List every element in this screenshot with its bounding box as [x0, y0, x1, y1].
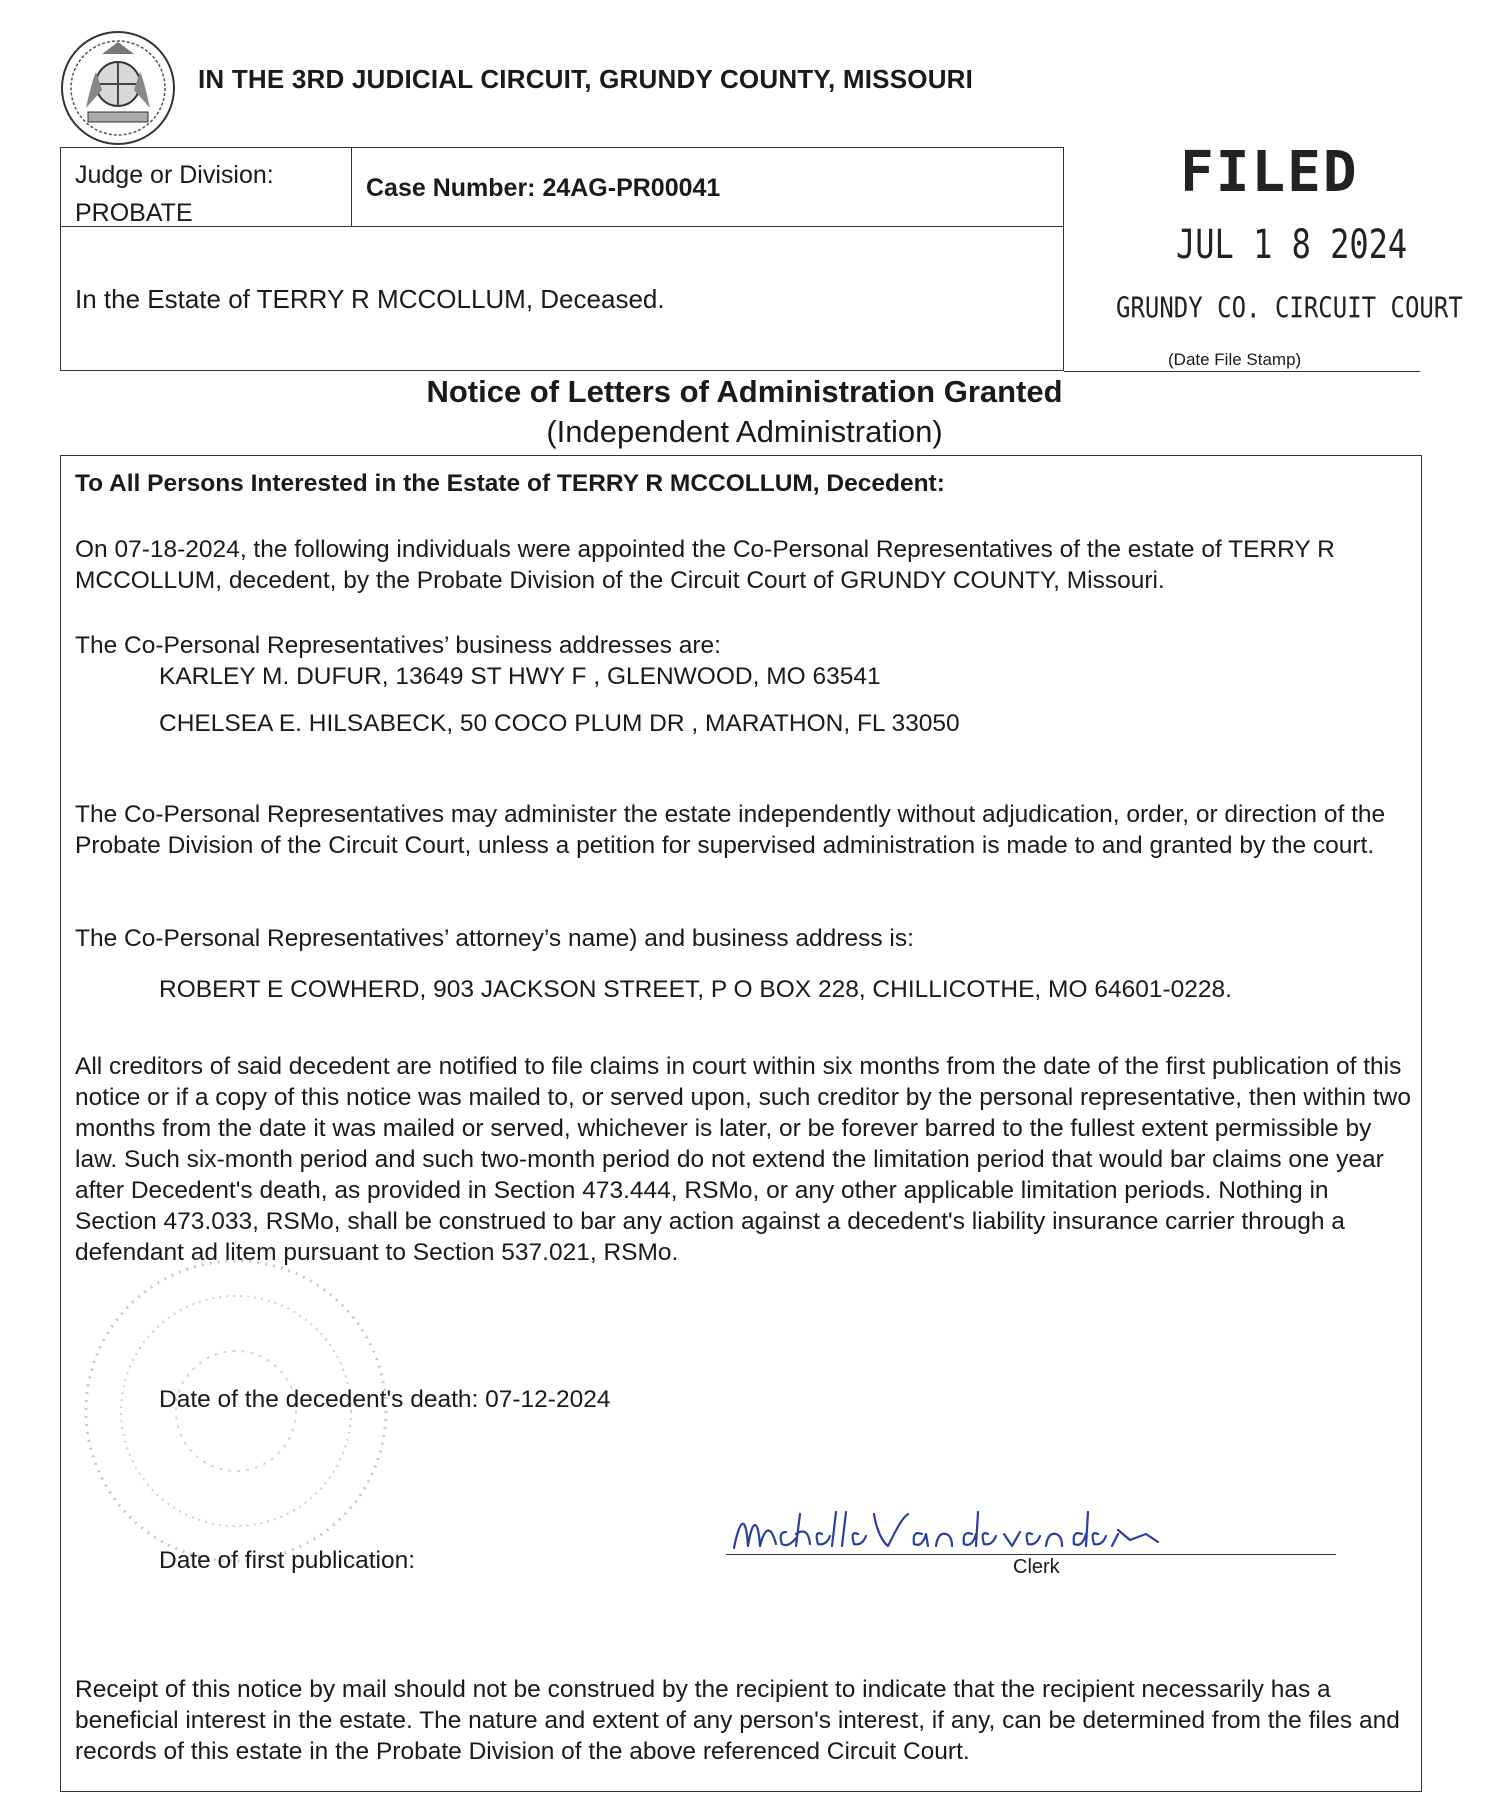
- missouri-state-seal-icon: [58, 28, 178, 148]
- division-value: PROBATE: [75, 199, 193, 227]
- first-publication-label: Date of first publication:: [159, 1547, 416, 1574]
- attorney-address: ROBERT E COWHERD, 903 JACKSON STREET, P O BOX 228, CHILLICOTHE, MO 64601-0228.: [159, 976, 1232, 1003]
- receipt-paragraph: Receipt of this notice by mail should not be construed by the recipient to indicate that the recipient necessarily has a beneficial interest in the estate. The nature and extent of any person's interest, if any, can be determined from the files and records of this estate in the Probate Division of the above referenced Circuit Court.: [75, 1676, 1400, 1765]
- clerk-signature: [726, 1508, 1336, 1558]
- representative-address: CHELSEA E. HILSABECK, 50 COCO PLUM DR , MARATHON, FL 33050: [159, 710, 960, 737]
- estate-caption: In the Estate of TERRY R MCCOLLUM, Deceased.: [75, 284, 665, 314]
- court-heading: IN THE 3RD JUDICIAL CIRCUIT, GRUNDY COUNTY, MISSOURI: [198, 64, 974, 94]
- death-date: Date of the decedent's death: 07-12-2024: [159, 1386, 611, 1413]
- notice-subtitle: (Independent Administration): [546, 414, 943, 449]
- case-caption-box: [60, 147, 1064, 371]
- addresses-intro: The Co-Personal Representatives’ business addresses are:: [75, 632, 721, 659]
- creditors-paragraph: All creditors of said decedent are notified to file claims in court within six months from the date of the first publication of this notice or if a copy of this notice was mailed to, or served upon, such creditor by the personal representative, then within two months from the date it was mailed or served, whichever is later, or be forever barred to the fullest extent permissible by law. Such six-month period and such two-month period do not extend the limitation period that would bar claims one year after Decedent's death, as provided in Section 473.444, RSMo, or any other applicable limitation periods. Nothing in Section 473.033, RSMo, shall be construed to bar any action against a decedent's liability insurance carrier through a defendant ad litem pursuant to Section 537.021, RSMo.: [75, 1053, 1411, 1266]
- filed-stamp: FILED: [1180, 140, 1359, 205]
- independent-administration-paragraph: The Co-Personal Representatives may administer the estate independently without adjudication, order, or direction of the Probate Division of the Circuit Court, unless a petition for supervised administration is made to and granted by the court.: [75, 801, 1386, 859]
- notice-body: [60, 455, 1422, 1792]
- signature-line: [726, 1554, 1336, 1555]
- date-file-stamp-label: (Date File Stamp): [1168, 350, 1302, 369]
- notice-title: Notice of Letters of Administration Granted: [426, 374, 1063, 409]
- appointment-paragraph: On 07-18-2024, the following individuals were appointed the Co-Personal Representatives of the estate of TERRY R MCCOLLUM, decedent, by the Probate Division of the Circuit Court of GRUNDY COUNTY, Missouri.: [75, 536, 1335, 594]
- addressee: To All Persons Interested in the Estate of TERRY R MCCOLLUM, Decedent:: [75, 470, 945, 497]
- representative-address: KARLEY M. DUFUR, 13649 ST HWY F , GLENWOOD, MO 63541: [159, 663, 881, 690]
- attorney-intro: The Co-Personal Representatives’ attorney’s name) and business address is:: [75, 925, 914, 952]
- case-number: Case Number: 24AG-PR00041: [366, 174, 721, 202]
- filed-stamp-court: GRUNDY CO. CIRCUIT COURT: [1116, 291, 1463, 325]
- judge-division-label: Judge or Division:: [75, 161, 274, 189]
- judge-division: [75, 156, 274, 232]
- clerk-label: Clerk: [1013, 1556, 1060, 1578]
- filed-stamp-date: JUL 1 8 2024: [1176, 220, 1408, 268]
- stamp-rule: [1064, 371, 1420, 372]
